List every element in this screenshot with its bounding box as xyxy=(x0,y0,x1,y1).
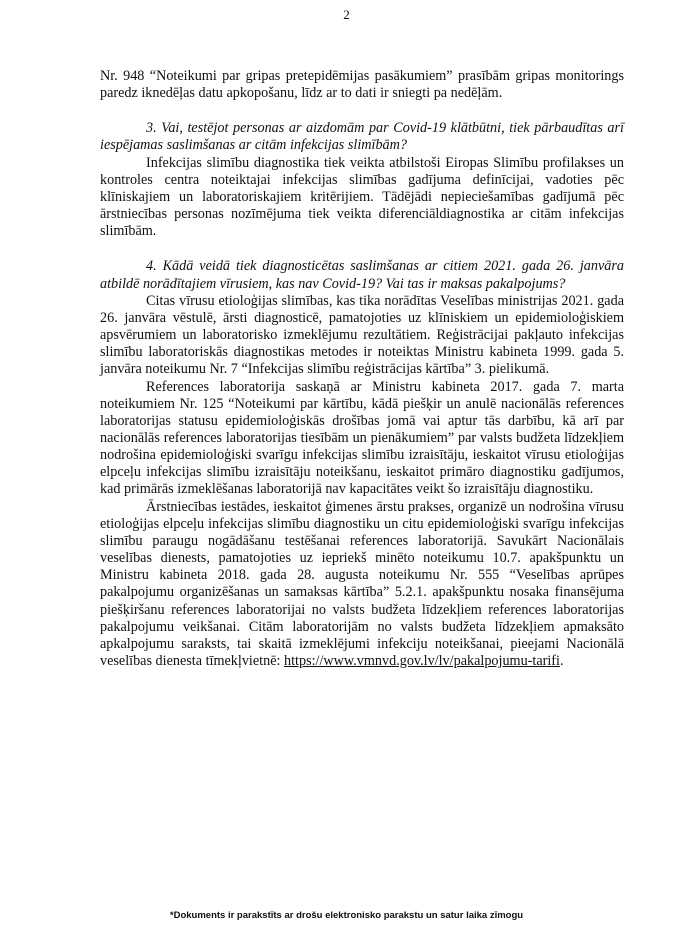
question-4: 4. Kādā veidā tiek diagnosticētas saslimšanas ar citiem 2021. gada 26. janvāra atbildē norādītajiem vīrusiem, kas nav Covid-19? Vai tas ir maksas pakalpojums? xyxy=(100,258,624,292)
answer-4-paragraph-2: References laboratorija saskaņā ar Ministru kabineta 2017. gada 7. marta noteikumiem Nr. 125 “Noteikumi par kārtību, kādā piešķir un anulē nacionālās references laboratorijas statusu epidemioloģiskās drošības jomā vai aptur tās darbību, kā arī par nacionālās references laboratorijas tiesībām un pienākumiem” par valsts budžeta līdzekļiem nodrošina epidemioloģiski svarīgu infekcijas slimību izraisītāju, ieskaitot vīrusu etioloģijas elpceļu infekcijas slimību izraisītāju noteikšanu, ieskaitot primāro diagnostiku gadījumos, kad primārās izmeklēšanas laboratorijā nav kapacitātes veikt šo izraisītāju diagnostiku. xyxy=(100,378,624,498)
document-body xyxy=(100,68,624,670)
answer-4-paragraph-1: Citas vīrusu etioloģijas slimības, kas tika norādītas Veselības ministrijas 2021. gada 26. janvāra vēstulē, ārsti diagnosticē, pamatojoties uz klīniskiem un epidemioloģiskiem apsvērumiem un laboratorisko izmeklējumu rezultātiem. Reģistrācijai pakļauto infekcijas slimību laboratoriskās diagnostikas metodes ir noteiktas Ministru kabineta 1999. gada 5. janvāra noteikumu Nr. 7 “Infekcijas slimību reģistrācijas kārtība” 3. pielikumā. xyxy=(100,292,624,378)
signature-footnote: *Dokuments ir parakstīts ar drošu elektronisko parakstu un satur laika zīmogu xyxy=(169,910,524,921)
link-period: . xyxy=(559,653,564,669)
question-3: 3. Vai, testējot personas ar aizdomām par Covid-19 klātbūtni, tiek pārbaudītas arī iespējamas saslimšanas ar citām infekcijas slimībām? xyxy=(100,120,624,154)
answer-4-paragraph-3 xyxy=(100,499,624,671)
answer-4-paragraph-3-text: Ārstniecības iestādes, ieskaitot ģimenes ārstu prakses, organizē un nodrošina vīrusu etioloģijas elpceļu infekcijas slimību diagnostiku un citu epidemioloģiski svarīgu infekcijas slimību paraugu nogādāšanu testēšanai references laboratorijā. Savukārt Nacionālais veselības dienests, pamatojoties uz iepriekš minēto noteikumu 10.7. apakšpunktu un Ministru kabineta 2018. gada 28. augusta noteikumu Nr. 555 “Veselības aprūpes pakalpojumu organizēšanas un samaksas kārtība” 5.2.1. apakšpunktu nosaka finansējuma piešķiršanu references laboratorijai no valsts budžeta līdzekļiem references laboratorijas pakalpojumu veikšanai. Citām laboratorijām no valsts budžeta līdzekļiem apmaksāto apkalpojumu saraksts, tai skaitā izmeklējumi infekciju noteikšanai, pieejami Nacionālā veselības dienesta tīmekļvietnē: xyxy=(100,498,624,669)
tariffs-link[interactable]: https://www.vmnvd.gov.lv/lv/pakalpojumu-tarifi xyxy=(284,653,560,669)
answer-3-paragraph: Infekcijas slimību diagnostika tiek veikta atbilstoši Eiropas Slimību profilakses un kontroles centra noteiktajai infekcijas slimības gadījuma definīcijai, vadoties pēc klīniskajiem un laboratoriskajiem kritērijiem. Tādējādi nepieciešamības gadījumā pēc ārstniecības personas nozīmējuma tiek veikta diferenciāldiagnostika ar citām infekcijas slimībām. xyxy=(100,154,624,240)
page-number: 2 xyxy=(343,7,350,22)
intro-paragraph: Nr. 948 “Noteikumi par gripas pretepidēmijas pasākumiem” prasībām gripas monitorings paredz iknedēļas datu apkopošanu, līdz ar to dati ir sniegti pa nedēļām. xyxy=(100,68,624,102)
